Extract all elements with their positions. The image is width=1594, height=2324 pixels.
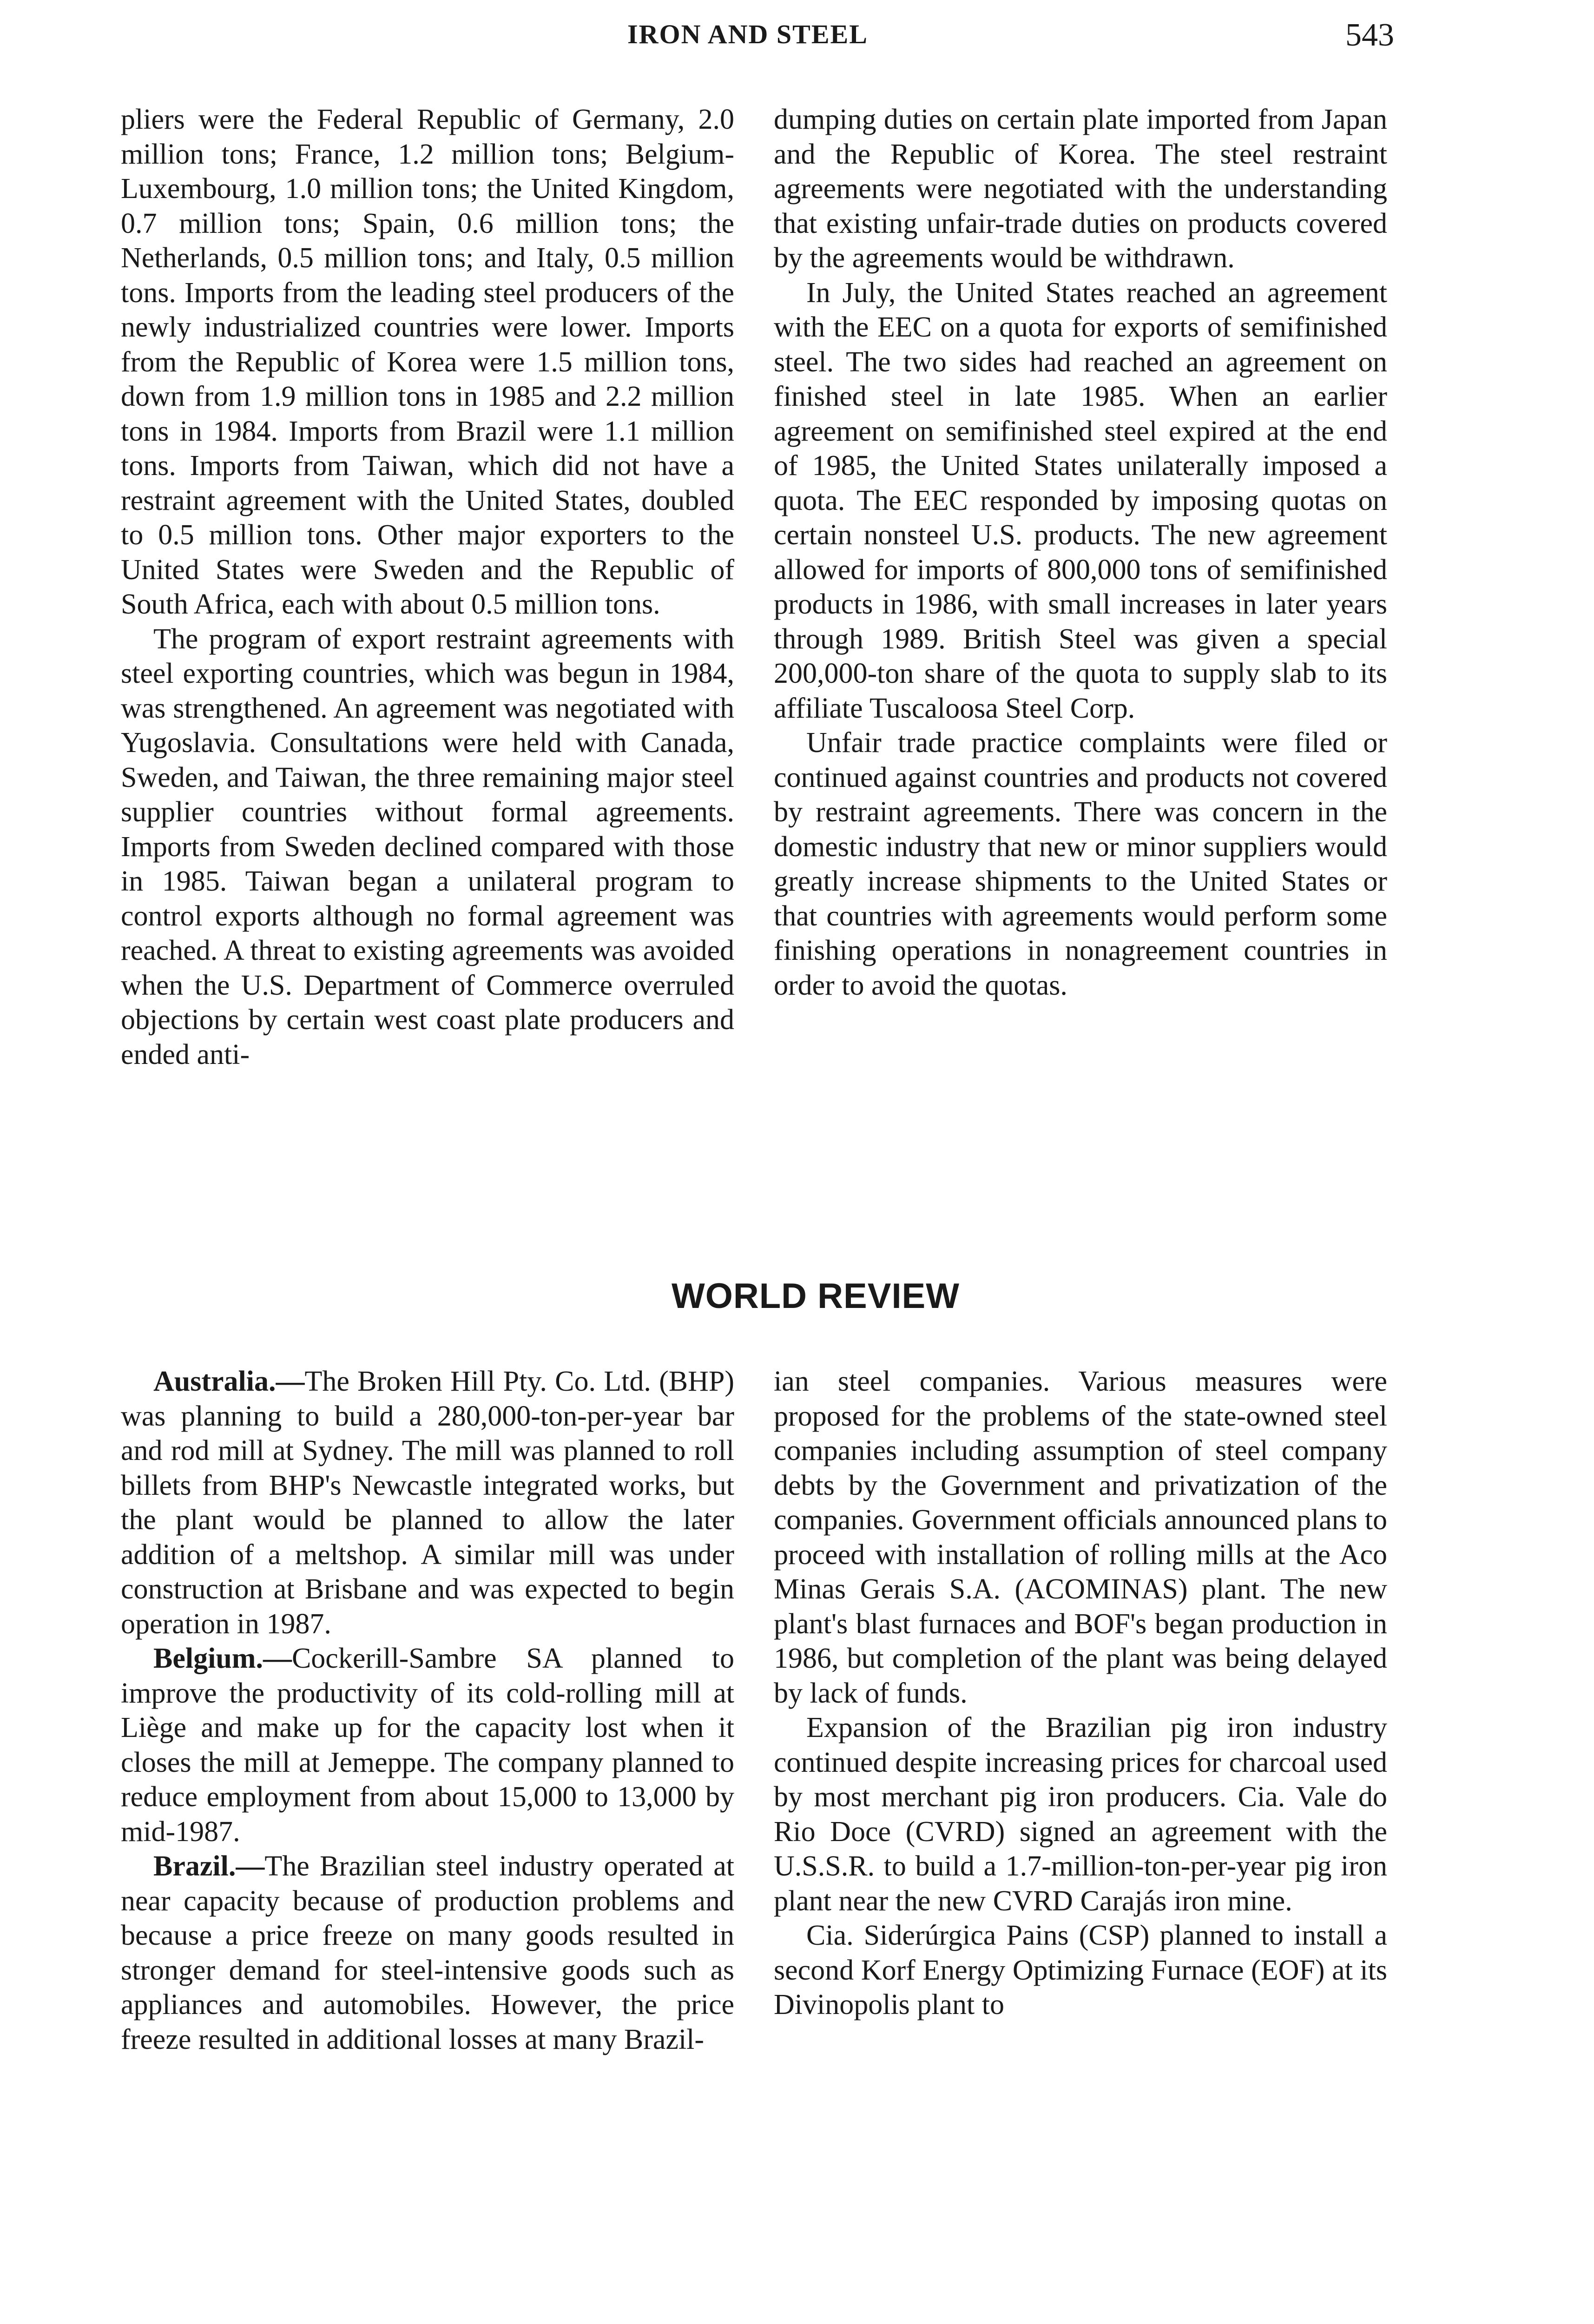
paragraph: Unfair trade practice complaints were filed or continued against countries and products not covered by restraint agreements. There was concern in the domestic industry that new or minor suppliers would greatly increase shipments to the United States or that countries with agreements would perform some finishing operations in nonagreement countries in order to avoid the quotas.	[774, 727, 1387, 1001]
paragraph-australia	[121, 1364, 734, 1641]
country-label: Australia.—	[153, 1366, 305, 1397]
paragraph-text: The Brazilian steel industry operated at near capacity because of production problems and because a price freeze on many goods resulted in stronger demand for steel-intensive goods such as appliances and automobiles. However, the price freeze resulted in additional losses at many Brazil-	[121, 1850, 734, 2055]
country-label: Belgium.—	[153, 1643, 292, 1674]
running-title: IRON AND STEEL	[627, 19, 868, 49]
top-right-column	[774, 102, 1387, 1003]
paragraph: The program of export restraint agreements with steel exporting countries, which was begun in 1984, was strengthened. An agreement was negotiated with Yugoslavia. Consultations were held with Canada, Sweden, and Taiwan, the three remaining major steel supplier countries without formal agreements. Imports from Sweden declined compared with those in 1985. Taiwan began a unilateral program to control exports although no formal agreement was reached. A threat to existing agreements was avoided when the U.S. Department of Commerce overruled objections by certain west coast plate producers and ended anti-	[121, 623, 734, 1070]
paragraph-text: The Broken Hill Pty. Co. Ltd. (BHP) was planning to build a 280,000-ton-per-year bar and rod mill at Sydney. The mill was planned to roll billets from BHP's Newcastle integrated works, but the plant would be planned to allow the later addition of a meltshop. A similar mill was under construction at Brisbane and was expected to begin operation in 1987.	[121, 1366, 734, 1640]
paragraph-brazil	[121, 1849, 734, 2057]
country-label: Brazil.—	[153, 1850, 265, 1882]
section-heading-text: WORLD REVIEW	[672, 1276, 960, 1316]
paragraph: ian steel companies. Various measures were proposed for the problems of the state-owned steel companies including assumption of steel company debts by the Government and privatization of the companies. Government officials announced plans to proceed with installation of rolling mills at the Aco Minas Gerais S.A. (ACOMINAS) plant. The new plant's blast furnaces and BOF's began production in 1986, but completion of the plant was being delayed by lack of funds.	[774, 1366, 1387, 1709]
paragraph: Expansion of the Brazilian pig iron industry continued despite increasing prices for charcoal used by most merchant pig iron producers. Cia. Vale do Rio Doce (CVRD) signed an agreement with the U.S.S.R. to build a 1.7-million-ton-per-year pig iron plant near the new CVRD Carajás iron mine.	[774, 1712, 1387, 1917]
paragraph-text: Cockerill-Sambre SA planned to improve the productivity of its cold-rolling mill at Liège and make up for the capacity lost when it closes the mill at Jemeppe. The company planned to reduce employment from about 15,000 to 13,000 by mid-1987.	[121, 1643, 734, 1848]
running-head	[0, 19, 1594, 65]
paragraph: dumping duties on certain plate imported from Japan and the Republic of Korea. The steel restraint agreements were negotiated with the understanding that existing unfair-trade duties on products covered by the agreements would be withdrawn.	[774, 104, 1387, 274]
world-review-heading	[0, 1276, 1594, 1316]
paragraph-belgium	[121, 1641, 734, 1849]
paragraph: pliers were the Federal Republic of Germany, 2.0 million tons; France, 1.2 million tons; Belgium-Luxembourg, 1.0 million tons; the United Kingdom, 0.7 million tons; Spain, 0.6 million tons; the Netherlands, 0.5 million tons; and Italy, 0.5 million tons. Imports from the leading steel producers of the newly industrialized countries were lower. Imports from the Republic of Korea were 1.5 million tons, down from 1.9 million tons in 1985 and 2.2 million tons in 1984. Imports from Brazil were 1.1 million tons. Imports from Taiwan, which did not have a restraint agreement with the United States, doubled to 0.5 million tons. Other major exporters to the United States were Sweden and the Republic of South Africa, each with about 0.5 million tons.	[121, 104, 734, 620]
top-left-column	[121, 102, 734, 1072]
world-review-right-column	[774, 1364, 1387, 2022]
world-review-left-column	[121, 1364, 734, 2057]
page-number: 543	[1345, 17, 1394, 53]
paragraph: In July, the United States reached an agreement with the EEC on a quota for exports of semifinished steel. The two sides had reached an agreement on finished steel in late 1985. When an earlier agreement on semifinished steel expired at the end of 1985, the United States unilaterally imposed a quota. The EEC responded by imposing quotas on certain nonsteel U.S. products. The new agreement allowed for imports of 800,000 tons of semifinished products in 1986, with small increases in later years through 1989. British Steel was given a special 200,000-ton share of the quota to supply slab to its affiliate Tuscaloosa Steel Corp.	[774, 277, 1387, 724]
paragraph: Cia. Siderúrgica Pains (CSP) planned to install a second Korf Energy Optimizing Furnace (EOF) at its Divinopolis plant to	[774, 1920, 1387, 2020]
